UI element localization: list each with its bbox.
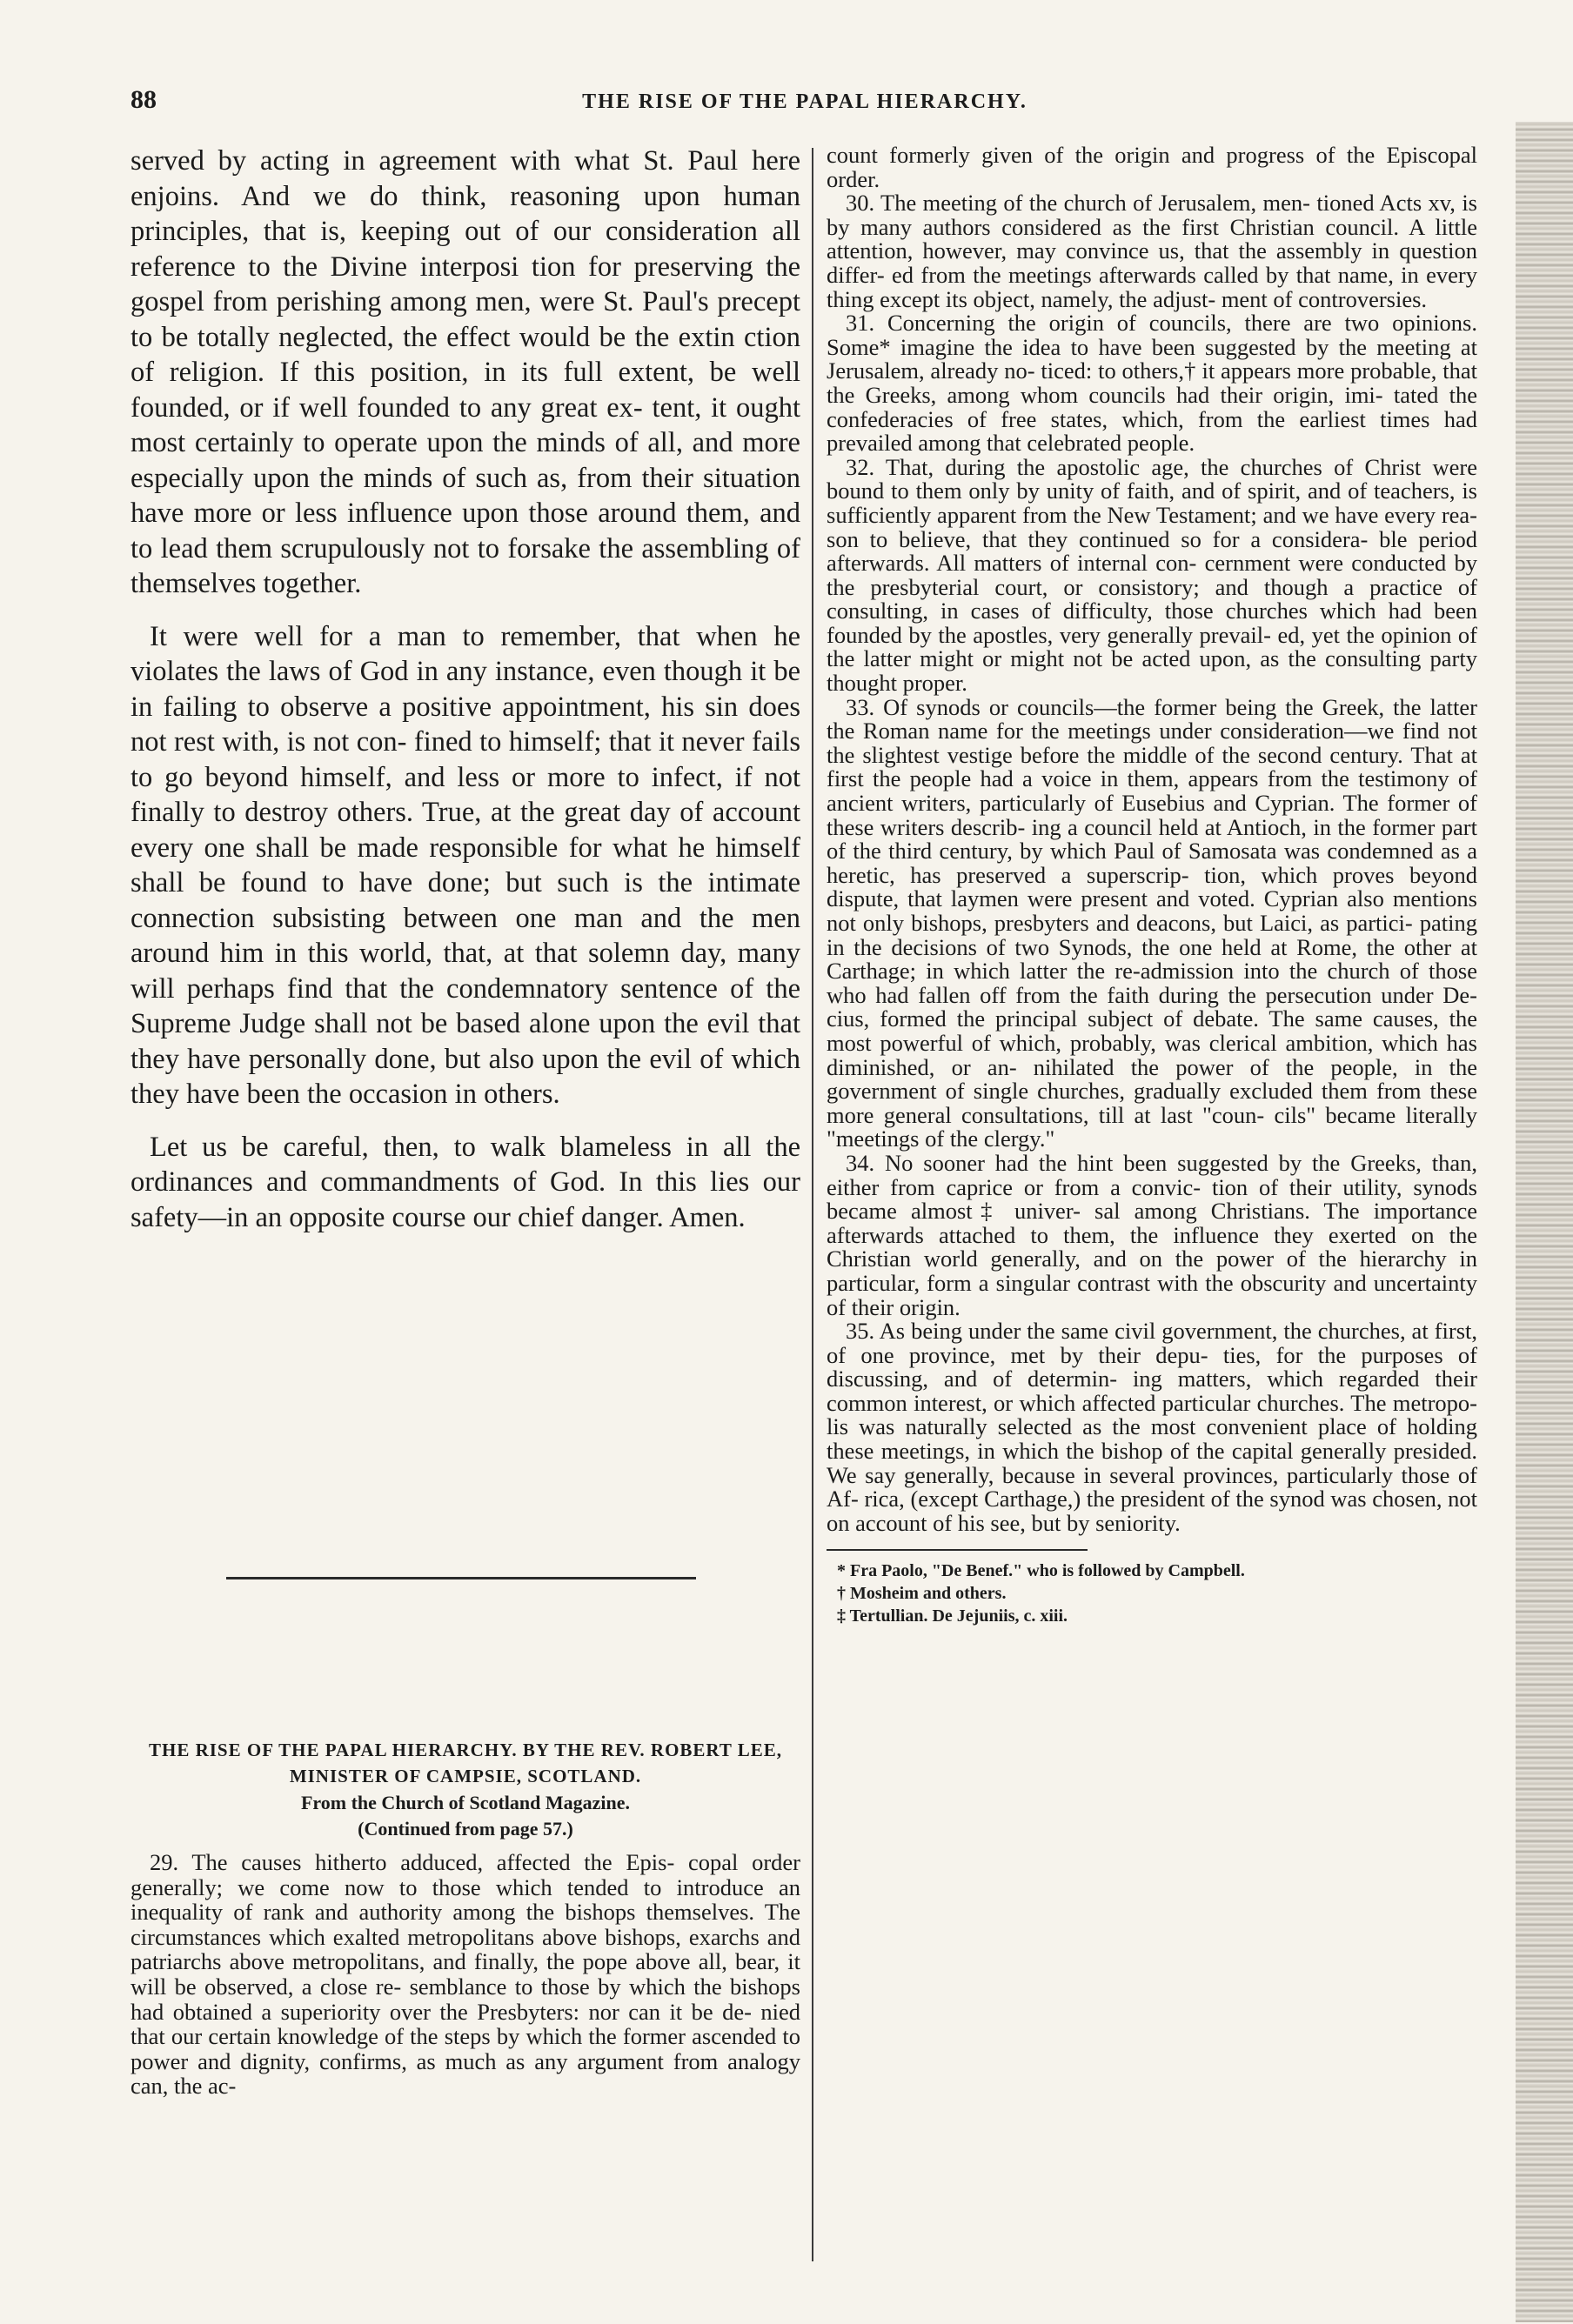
page-edge-scan-artifact: [1516, 122, 1573, 2322]
article-paragraph-29-cont: count formerly given of the origin and progress of the Episcopal order.: [827, 144, 1477, 192]
page-header: [131, 85, 1479, 120]
right-column: [827, 144, 1477, 2309]
running-head: THE RISE OF THE PAPAL HIERARCHY.: [582, 90, 1027, 113]
footnote-2: † Mosheim and others.: [837, 1584, 1007, 1604]
footnotes: [827, 1559, 1477, 1627]
footnote-3: ‡ Tertullian. De Jejuniis, c. xiii.: [837, 1606, 1068, 1626]
article-paragraph-29: 29. The causes hitherto adduced, affected the Epis- copal order generally; we come now to those which tended to introduce an inequality of rank and authority among the bishops themselves. The circumstances which exalted metropolitans above bishops, exarchs and patriarchs above metropolitans, and finally, the pope above all, bear, it will be observed, a close re- semblance to those by which the bishops had obtained a superiority over the Presbyters: nor can it be de- nied that our certain knowledge of the steps by which the former ascended to power and dignity, confirms, as much as any argument from analogy can, the ac-: [131, 1849, 800, 2100]
article-body-left: [131, 1850, 800, 2099]
left-column: [131, 144, 800, 2309]
article-title: THE RISE OF THE PAPAL HIERARCHY. BY THE REV. ROBERT LEE, MINISTER OF CAMPSIE, SCOTLAND.: [148, 1740, 783, 1786]
footnote-rule: [827, 1549, 1088, 1551]
article-paragraph-31: 31. Concerning the origin of councils, there are two opinions. Some* imagine the idea to have been suggested by the meeting at Jerusalem, already no- ticed: to others,† it appears more probable, that the Greeks, among whom councils had their origin, imi- tated the confederacies of free states, which, from the earliest times had prevailed among that celebrated people.: [827, 310, 1477, 457]
article-source: From the Church of Scotland Magazine.: [300, 1792, 631, 1813]
section-rule: [226, 1577, 696, 1579]
column-divider: [812, 148, 813, 2261]
article-paragraph-34: 34. No sooner had the hint been suggested by the Greeks, than, either from caprice or from a convic- tion of their utility, synods became almost‡ univer- sal among Christians. The importance afterwards attached to them, the influence they exerted on the Christian world generally, and on the power of the hierarchy in particular, form a singular contrast with the obscurity and uncertainty of their origin.: [827, 1149, 1477, 1320]
sermon-paragraph-1: served by acting in agreement with what St. Paul here enjoins. And we do think, reasoning upon human principles, that is, keeping out of our consideration all reference to the Divine interposi tion for preserving the gospel from perishing among men, were St. Paul's precept to be totally neglected, the effect would be the extin ction of religion. If this position, in its full extent, be well founded, or if well founded to any great ex- tent, it ought most certainly to operate upon the minds of all, and more especially upon the minds of such as, from their situation have more or less influence upon those around them, and to lead them scrupulously not to forsake the assembling of themselves together.: [131, 145, 800, 599]
sermon-paragraph-2: It were well for a man to remember, that when he violates the laws of God in any instance, even though it be in failing to observe a positive appointment, his sin does not rest with, is not con- fined to himself; that it never fails to go beyond himself, and less or more to infect, if not finally to destroy others. True, at the great day of account every one shall be made responsible for what he himself shall be found to have done; but such is the intimate connection subsisting between one man and the men around him in this world, that, at that solemn day, many will perhaps find that the condemnatory sentence of the Supreme Judge shall not be based alone upon the evil that they have personally done, but also upon the evil of which they have been the occasion in others.: [131, 620, 800, 1110]
sermon-conclusion: [131, 144, 800, 1235]
article-body-right: [827, 144, 1477, 1535]
article-continued-note: (Continued from page 57.): [358, 1818, 573, 1840]
article-start: [131, 1737, 800, 2099]
article-paragraph-30: 30. The meeting of the church of Jerusalem, men- tioned Acts xv, is by many authors considered as the first Christian council. A little attention, however, may convince us, that the assembly in question differ- ed from the meetings afterwards called by that name, in every thing except its object, namely, the adjust- ment of controversies.: [827, 190, 1477, 312]
footnote-1: * Fra Paolo, "De Benef." who is followed by Campbell.: [837, 1561, 1245, 1581]
article-paragraph-32: 32. That, during the apostolic age, the churches of Christ were bound to them only by unity of faith, and of spirit, and of teachers, is sufficiently apparent from the New Testament; and we have every rea- son to believe, that they continued so for a considera- ble period afterwards. All matters of internal con- cernment were conducted by the presbyterial court, or consistory; and though a practice of consulting, in cases of difficulty, those churches which had been founded by the apostles, very generally prevail- ed, yet the opinion of the latter might or might not be acted upon, as the consulting party thought proper.: [827, 453, 1477, 697]
article-paragraph-35: 35. As being under the same civil government, the churches, at first, of one province, met by their depu- ties, for the purposes of discussing, and of determin- ing matters, which regarded their common interest, or which affected particular churches. The metropo- lis was naturally selected as the most convenient place of holding these meetings, in which the bishop of the capital generally presided. We say generally, because in several provinces, particularly those of Af- rica, (except Carthage,) the president of the synod was chosen, not on account of his see, but by seniority.: [827, 1318, 1477, 1536]
article-paragraph-33: 33. Of synods or councils—the former being the Greek, the latter the Roman name for the meetings under consideration—we find not the slightest vestige before the middle of the second century. That at first the people had a voice in them, appears from the testimony of ancient writers, particularly of Eusebius and Cyprian. The former of these writers describ- ing a council held at Antioch, in the former part of the third century, by which Paul of Samosata was condemned as a heretic, has preserved a superscrip- tion, which proves beyond dispute, that laymen were present and voted. Cyprian also mentions not only bishops, presbyters and deacons, but Laici, as partici- pating in the decisions of two Synods, the one held at Rome, the other at Carthage; in which latter the re-admission into the church of those who had fallen off from the faith during the persecution under De- cius, formed the principal subject of debate. The same causes, the most powerful of which, probably, was clerical ambition, which has diminished, or an- nihilated the power of the people, in the government of single churches, gradually excluded them from these more general consultations, till at last "coun- cils" became literally "meetings of the clergy.": [827, 693, 1477, 1152]
sermon-paragraph-3: Let us be careful, then, to walk blameless in all the ordinances and commandments of God. In this lies our safety—in an opposite course our chief danger. Amen.: [131, 1131, 800, 1233]
page-number: 88: [131, 85, 157, 114]
